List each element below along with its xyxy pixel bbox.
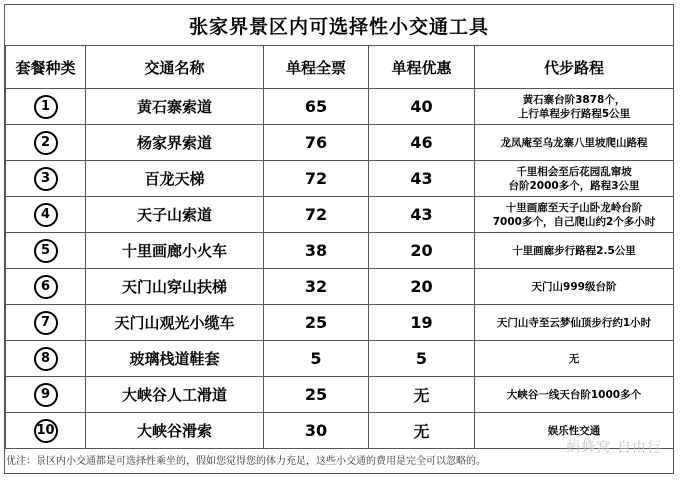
table-row — [6, 377, 674, 413]
route-line: 十里画廊至天子山卧龙岭台阶 — [505, 201, 643, 214]
route-line: 黄石寨台阶3878个， — [522, 93, 626, 106]
route-line: 天门山999级台阶 — [531, 280, 617, 293]
sheet-title: 张家界景区内可选择性小交通工具 — [5, 5, 673, 46]
package-cell — [6, 305, 86, 341]
discount-fare: 46 — [369, 125, 475, 161]
full-fare: 65 — [264, 89, 369, 125]
table-row — [6, 125, 674, 161]
full-fare: 76 — [264, 125, 369, 161]
package-number-badge: 2 — [34, 131, 58, 155]
transport-name: 天门山观光小缆车 — [86, 305, 264, 341]
discount-fare: 43 — [369, 161, 475, 197]
package-number-badge: 5 — [34, 239, 58, 263]
header-name: 交通名称 — [86, 46, 264, 89]
route-line: 大峡谷一线天台阶1000多个 — [506, 388, 642, 401]
full-fare: 38 — [264, 233, 369, 269]
package-number-badge: 7 — [34, 311, 58, 335]
full-fare: 5 — [264, 341, 369, 377]
table-row — [6, 233, 674, 269]
table-row — [6, 269, 674, 305]
package-cell — [6, 197, 86, 233]
route-cell — [475, 197, 674, 233]
table-row — [6, 305, 674, 341]
footnote: 优注：景区内小交通都是可选择性乘坐的，假如您觉得您的体力充足，这些小交通的费用是完全可以忽略的。 — [6, 456, 486, 467]
fare-sheet — [4, 4, 674, 474]
discount-fare: 5 — [369, 341, 475, 377]
full-fare: 72 — [264, 161, 369, 197]
table-row — [6, 89, 674, 125]
header-row — [6, 46, 674, 89]
route-cell — [475, 161, 674, 197]
route-line: 7000多个，自己爬山约2个多小时 — [492, 215, 656, 228]
discount-fare: 无 — [369, 377, 475, 413]
full-fare: 25 — [264, 305, 369, 341]
package-number-badge: 8 — [34, 347, 58, 371]
package-cell — [6, 413, 86, 449]
route-cell — [475, 305, 674, 341]
transport-table — [5, 45, 674, 449]
route-line: 十里画廊步行路程2.5公里 — [512, 244, 636, 257]
transport-name: 黄石寨索道 — [86, 89, 264, 125]
table-row — [6, 161, 674, 197]
route-cell — [475, 377, 674, 413]
route-line: 上行单程步行路程5公里 — [517, 107, 631, 120]
package-number-badge: 10 — [34, 419, 58, 443]
table-row — [6, 341, 674, 377]
package-number-badge: 1 — [34, 95, 58, 119]
route-line: 千里相会至后花园乱窜坡 — [516, 165, 632, 178]
route-line: 龙凤庵至乌龙寨八里坡爬山路程 — [500, 136, 648, 149]
package-cell — [6, 233, 86, 269]
full-fare: 32 — [264, 269, 369, 305]
transport-name: 天子山索道 — [86, 197, 264, 233]
header-discount-fare: 单程优惠 — [369, 46, 475, 89]
route-cell — [475, 233, 674, 269]
full-fare: 25 — [264, 377, 369, 413]
header-full-fare: 单程全票 — [264, 46, 369, 89]
package-cell — [6, 269, 86, 305]
route-line: 娱乐性交通 — [547, 424, 601, 437]
package-cell — [6, 341, 86, 377]
package-number-badge: 6 — [34, 275, 58, 299]
route-line: 台阶2000多个，路程3公里 — [508, 179, 640, 192]
route-line: 天门山寺至云梦仙顶步行约1小时 — [496, 316, 652, 329]
route-cell — [475, 341, 674, 377]
route-cell — [475, 269, 674, 305]
package-cell — [6, 125, 86, 161]
transport-name: 大峡谷滑索 — [86, 413, 264, 449]
table-row — [6, 197, 674, 233]
transport-name: 百龙天梯 — [86, 161, 264, 197]
discount-fare: 43 — [369, 197, 475, 233]
package-cell — [6, 161, 86, 197]
transport-name: 十里画廊小火车 — [86, 233, 264, 269]
route-cell — [475, 89, 674, 125]
discount-fare: 19 — [369, 305, 475, 341]
discount-fare: 20 — [369, 233, 475, 269]
full-fare: 30 — [264, 413, 369, 449]
package-cell — [6, 89, 86, 125]
header-package: 套餐种类 — [6, 46, 86, 89]
watermark: 蚂蜂窝 自由行 — [566, 440, 662, 456]
package-cell — [6, 377, 86, 413]
package-number-badge: 9 — [34, 383, 58, 407]
transport-name: 天门山穿山扶梯 — [86, 269, 264, 305]
route-line: 无 — [568, 352, 580, 365]
route-cell — [475, 125, 674, 161]
transport-name: 大峡谷人工滑道 — [86, 377, 264, 413]
discount-fare: 20 — [369, 269, 475, 305]
header-route: 代步路程 — [475, 46, 674, 89]
transport-name: 杨家界索道 — [86, 125, 264, 161]
package-number-badge: 3 — [34, 167, 58, 191]
transport-name: 玻璃栈道鞋套 — [86, 341, 264, 377]
full-fare: 72 — [264, 197, 369, 233]
discount-fare: 无 — [369, 413, 475, 449]
discount-fare: 40 — [369, 89, 475, 125]
package-number-badge: 4 — [34, 203, 58, 227]
